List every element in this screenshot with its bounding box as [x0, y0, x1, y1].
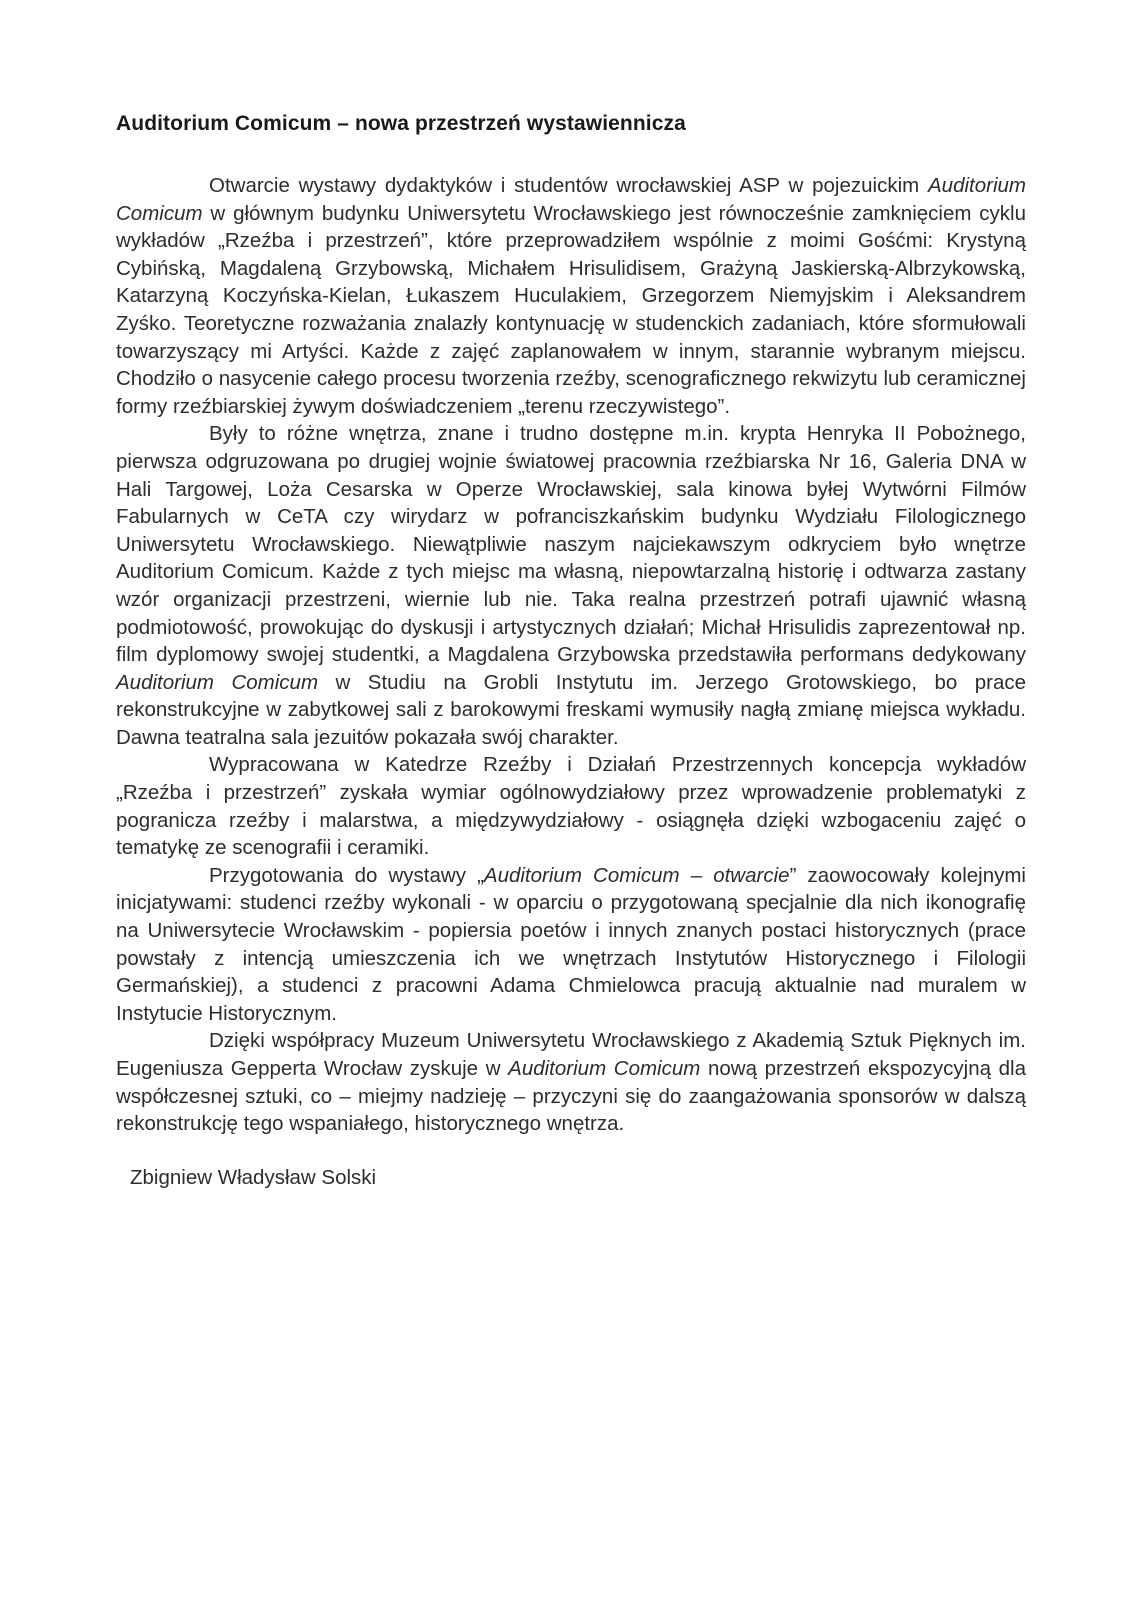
document-title: Auditorium Comicum – nowa przestrzeń wystawiennicza [116, 112, 686, 135]
paragraph-text: w głównym budynku Uniwersytetu Wrocławskiego jest równocześnie zamknięciem cyklu wykładów „Rzeźba i przestrzeń”, które przeprowadziłem wspólnie z moimi Gośćmi: Krystyną Cybińską, Magdaleną Grzybowską, Michałem Hrisulidisem, Grażyną Jaskierską-Albrzykowską, Katarzyną Koczyńska-Kielan, Łukaszem Huculakiem, Grzegorzem Niemyjskim i Aleksandrem Zyśko. Teoretyczne rozważania znalazły kontynuację w studenckich zadaniach, które sformułowali towarzyszący mi Artyści. Każde z zajęć zaplanowałem w innym, starannie wybranym miejscu. Chodziło o nasycenie całego procesu tworzenia rzeźby, scenograficznego rekwizytu lub ceramicznej formy rzeźbiarskiej żywym doświadczeniem „terenu rzeczywistego”. [116, 201, 1026, 418]
author-signature: Zbigniew Władysław Solski [130, 1165, 377, 1189]
body-paragraph [116, 1027, 1026, 1137]
paragraph-text: nową przestrzeń ekspozycyjną dla współczesnej sztuki, co – miejmy nadzieję – przyczyni się do zaangażowania sponsorów w dalszą rekonstrukcję tego wspaniałego, historycznego wnętrza. [116, 1057, 1026, 1136]
body-paragraph [116, 862, 1026, 1028]
paragraph-text: Były to różne wnętrza, znane i trudno dostępne m.in. krypta Henryka II Pobożnego, pierwsza odgruzowana po drugiej wojnie światowej pracownia rzeźbiarska Nr 16, Galeria DNA w Hali Targowej, Loża Cesarska w Operze Wrocławskiej, sala kinowa byłej Wytwórni Filmów Fabularnych w CeTA czy wirydarz w pofranciszkańskim budynku Wydziału Filologicznego Uniwersytetu Wrocławskiego. Niewątpliwie naszym najciekawszym odkryciem było wnętrze Auditorium Comicum. Każde z tych miejsc ma własną, niepowtarzalną historię i odtwarza zastany wzór organizacji przestrzeni, wiernie lub nie. Taka realna przestrzeń potrafi ujawnić własną podmiotowość, prowokując do dyskusji i artystycznych działań; Michał Hrisulidis zaprezentował np. film dyplomowy swojej studentki, a Magdalena Grzybowska przedstawiła performans dedykowany [116, 422, 1026, 667]
body-paragraph [116, 420, 1026, 751]
document-page [116, 112, 1026, 1190]
paragraph-text: Dzięki współpracy Muzeum Uniwersytetu Wrocławskiego z Akademią Sztuk Pięknych im. Eugeniusza Gepperta Wrocław zyskuje w [116, 1029, 1026, 1080]
paragraph-text: Przygotowania do wystawy „ [209, 863, 484, 887]
italic-title-text: Auditorium Comicum – otwarcie [483, 863, 790, 887]
body-paragraph [116, 751, 1026, 861]
paragraph-text: ” zaowocowały kolejnymi inicjatywami: studenci rzeźby wykonali - w oparciu o przygotowaną specjalnie dla nich ikonografię na Uniwersytecie Wrocławskim - popiersia poetów i innych znanych postaci historycznych (prace powstały z intencją umieszczenia ich we wnętrzach Instytutów Historycznego i Filologii Germańskiej), a studenci z pracowni Adama Chmielowca pracują aktualnie nad muralem w Instytucie Historycznym. [116, 863, 1026, 1025]
paragraph-text: w Studiu na Grobli Instytutu im. Jerzego Grotowskiego, bo prace rekonstrukcyjne w zabytkowej sali z barokowymi freskami wymusiły nagłą zmianę miejsca wykładu. Dawna teatralna sala jezuitów pokazała swój charakter. [116, 670, 1026, 749]
paragraph-text: Otwarcie wystawy dydaktyków i studentów wrocławskiej ASP w pojezuickim [209, 174, 928, 197]
italic-title-text: Auditorium Comicum [116, 670, 319, 694]
body-paragraph [116, 172, 1026, 420]
italic-title-text: Auditorium Comicum [116, 174, 1026, 225]
document-body [116, 172, 1026, 1138]
italic-title-text: Auditorium Comicum [508, 1057, 701, 1080]
paragraph-text: Wypracowana w Katedrze Rzeźby i Działań Przestrzennych koncepcja wykładów „Rzeźba i przestrzeń” zyskała wymiar ogólnowydziałowy przez wprowadzenie problematyki z pogranicza rzeźby i malarstwa, a międzywydziałowy - osiągnęła dzięki wzbogaceniu zajęć o tematykę ze scenografii i ceramiki. [116, 753, 1026, 860]
